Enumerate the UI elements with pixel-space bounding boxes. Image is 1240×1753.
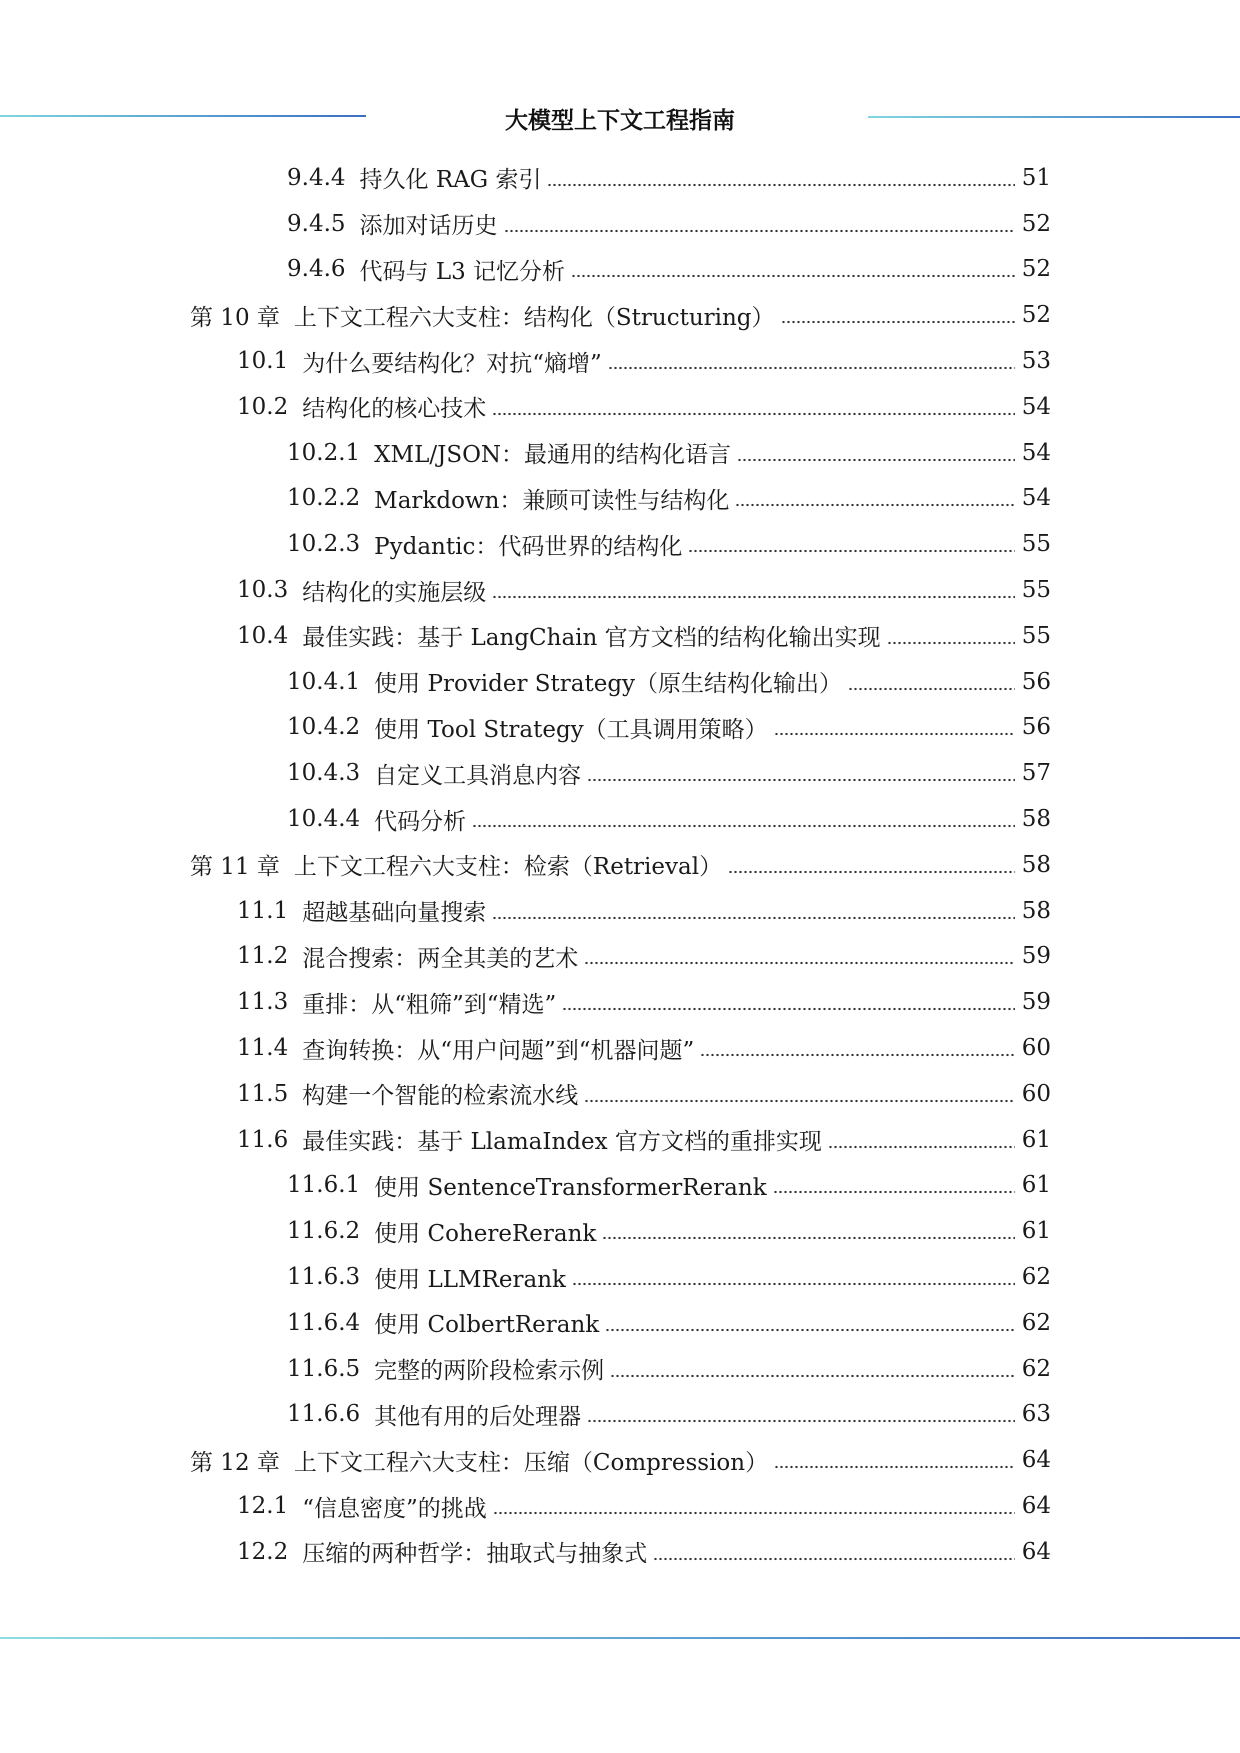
toc-entry-number: 11.5 xyxy=(237,1080,289,1107)
toc-entry-title: 超越基础向量搜索 xyxy=(302,900,487,927)
toc-entry-number: 10.3 xyxy=(237,577,289,604)
toc-entry-number: 11.3 xyxy=(237,989,289,1016)
toc-dot-leader xyxy=(587,1418,1015,1424)
toc-dot-leader xyxy=(735,502,1015,508)
toc-entry-number: 10.4.4 xyxy=(287,806,361,833)
toc-dot-leader xyxy=(773,1189,1015,1195)
toc-entry[interactable] xyxy=(0,1071,1240,1117)
toc-entry-page: 54 xyxy=(1021,485,1051,512)
toc-entry-page: 54 xyxy=(1021,393,1051,420)
toc-entry-title: 持久化 RAG 索引 xyxy=(359,167,542,194)
toc-dot-leader xyxy=(653,1556,1015,1562)
toc-entry[interactable] xyxy=(0,384,1240,430)
toc-entry-title: “信息密度”的挑战 xyxy=(302,1495,487,1522)
toc-entry-page: 55 xyxy=(1021,577,1051,604)
toc-entry-page: 62 xyxy=(1021,1264,1051,1291)
toc-entry[interactable] xyxy=(0,796,1240,842)
toc-entry[interactable] xyxy=(0,1208,1240,1254)
toc-dot-leader xyxy=(571,273,1015,279)
toc-entry-number: 第 12 章 xyxy=(190,1449,280,1476)
toc-entry[interactable] xyxy=(0,934,1240,980)
toc-entry[interactable] xyxy=(0,476,1240,522)
toc-entry-title: Markdown：兼顾可读性与结构化 xyxy=(374,487,730,514)
toc-entry[interactable] xyxy=(0,201,1240,247)
toc-entry-title: 最佳实践：基于 LlamaIndex 官方文档的重排实现 xyxy=(302,1129,822,1156)
toc-dot-leader xyxy=(610,1373,1015,1379)
toc-entry[interactable] xyxy=(0,750,1240,796)
toc-entry-page: 62 xyxy=(1021,1355,1051,1382)
toc-entry-number: 11.6 xyxy=(237,1126,289,1153)
toc-entry-page: 57 xyxy=(1021,760,1051,787)
toc-entry-page: 56 xyxy=(1021,668,1051,695)
toc-entry-title: Pydantic：代码世界的结构化 xyxy=(374,533,683,560)
toc-entry-page: 61 xyxy=(1021,1172,1051,1199)
toc-dot-leader xyxy=(584,960,1015,966)
toc-dot-leader xyxy=(472,823,1015,829)
toc-entry-page: 64 xyxy=(1021,1538,1051,1565)
toc-entry-title: 上下文工程六大支柱：压缩（Compression） xyxy=(293,1449,769,1476)
toc-dot-leader xyxy=(562,1006,1015,1012)
toc-entry[interactable] xyxy=(0,1117,1240,1163)
toc-entry-title: 使用 LLMRerank xyxy=(374,1266,566,1293)
toc-entry-title: 使用 SentenceTransformerRerank xyxy=(374,1174,767,1201)
footer-rule xyxy=(0,1637,1240,1639)
toc-entry[interactable] xyxy=(0,292,1240,338)
toc-dot-leader xyxy=(887,640,1015,646)
toc-entry[interactable] xyxy=(0,338,1240,384)
toc-entry-title: 最佳实践：基于 LangChain 官方文档的结构化输出实现 xyxy=(302,625,881,652)
toc-dot-leader xyxy=(492,411,1015,417)
toc-entry-page: 52 xyxy=(1021,210,1051,237)
toc-entry-page: 58 xyxy=(1021,806,1051,833)
toc-entry-number: 11.1 xyxy=(237,897,289,924)
toc-entry-page: 60 xyxy=(1021,1080,1051,1107)
toc-entry-number: 第 11 章 xyxy=(190,854,280,881)
toc-entry[interactable] xyxy=(0,1300,1240,1346)
toc-entry-number: 10.4.1 xyxy=(287,668,361,695)
toc-dot-leader xyxy=(547,182,1015,188)
toc-entry-number: 11.6.1 xyxy=(287,1172,361,1199)
toc-entry-number: 11.4 xyxy=(237,1035,289,1062)
toc-dot-leader xyxy=(774,731,1015,737)
toc-entry-page: 55 xyxy=(1021,622,1051,649)
toc-dot-leader xyxy=(584,1098,1015,1104)
toc-entry-title: 上下文工程六大支柱：检索（Retrieval） xyxy=(293,854,723,881)
toc-entry-number: 9.4.6 xyxy=(287,256,346,283)
toc-dot-leader xyxy=(504,228,1015,234)
toc-entry-title: 使用 Tool Strategy（工具调用策略） xyxy=(374,716,768,743)
toc-entry[interactable] xyxy=(0,842,1240,888)
toc-dot-leader xyxy=(608,365,1015,371)
toc-entry-title: XML/JSON：最通用的结构化语言 xyxy=(374,442,732,469)
toc-entry-title: 结构化的核心技术 xyxy=(302,396,487,423)
toc-entry-title: 压缩的两种哲学：抽取式与抽象式 xyxy=(302,1541,648,1568)
toc-entry-title: 使用 CohereRerank xyxy=(374,1220,597,1247)
toc-entry-page: 56 xyxy=(1021,714,1051,741)
toc-entry-title: 查询转换：从“用户问题”到“机器问题” xyxy=(302,1037,695,1064)
toc-entry-title: 混合搜索：两全其美的艺术 xyxy=(302,945,579,972)
toc-entry-number: 11.6.4 xyxy=(287,1309,361,1336)
toc-dot-leader xyxy=(848,686,1015,692)
toc-entry[interactable] xyxy=(0,430,1240,476)
toc-entry-page: 55 xyxy=(1021,531,1051,558)
toc-entry-title: 代码与 L3 记忆分析 xyxy=(359,258,566,285)
toc-dot-leader xyxy=(781,319,1015,325)
toc-entry[interactable] xyxy=(0,1529,1240,1575)
table-of-contents xyxy=(0,155,1240,1575)
toc-dot-leader xyxy=(587,777,1015,783)
toc-entry-title: 重排：从“粗筛”到“精选” xyxy=(302,991,557,1018)
toc-entry-title: 自定义工具消息内容 xyxy=(374,762,582,789)
toc-entry-number: 10.4.3 xyxy=(287,760,361,787)
toc-dot-leader xyxy=(605,1327,1015,1333)
toc-entry-number: 12.2 xyxy=(237,1538,289,1565)
toc-entry-number: 12.1 xyxy=(237,1493,289,1519)
toc-entry-number: 9.4.5 xyxy=(287,210,346,237)
toc-entry-page: 53 xyxy=(1021,348,1051,375)
toc-entry-page: 52 xyxy=(1021,256,1051,283)
toc-entry[interactable] xyxy=(0,1163,1240,1209)
toc-entry-page: 64 xyxy=(1021,1493,1051,1519)
toc-entry-number: 11.6.6 xyxy=(287,1401,361,1428)
toc-entry-title: 其他有用的后处理器 xyxy=(374,1403,582,1430)
toc-entry[interactable] xyxy=(0,979,1240,1025)
toc-entry-number: 11.6.5 xyxy=(287,1355,361,1382)
toc-dot-leader xyxy=(602,1235,1015,1241)
toc-entry[interactable] xyxy=(0,888,1240,934)
toc-entry[interactable] xyxy=(0,567,1240,613)
toc-entry[interactable] xyxy=(0,1254,1240,1300)
toc-entry-page: 61 xyxy=(1021,1218,1051,1245)
toc-dot-leader xyxy=(492,915,1015,921)
toc-entry-title: 完整的两阶段检索示例 xyxy=(374,1358,605,1385)
toc-entry-title: 结构化的实施层级 xyxy=(302,579,487,606)
toc-entry[interactable] xyxy=(0,1483,1240,1529)
toc-dot-leader xyxy=(828,1144,1015,1150)
toc-entry-title: 使用 Provider Strategy（原生结构化输出） xyxy=(374,671,843,698)
toc-entry-title: 构建一个智能的检索流水线 xyxy=(302,1083,579,1110)
toc-entry[interactable] xyxy=(0,1437,1240,1483)
toc-entry-page: 58 xyxy=(1021,851,1051,878)
toc-entry-page: 58 xyxy=(1021,897,1051,924)
toc-dot-leader xyxy=(728,869,1015,875)
toc-entry-title: 为什么要结构化？对抗“熵增” xyxy=(302,350,602,377)
toc-entry-number: 11.2 xyxy=(237,943,289,970)
toc-dot-leader xyxy=(572,1281,1015,1287)
toc-entry-title: 使用 ColbertRerank xyxy=(374,1312,600,1339)
toc-entry[interactable] xyxy=(0,1392,1240,1438)
toc-dot-leader xyxy=(492,594,1015,600)
toc-entry-page: 54 xyxy=(1021,439,1051,466)
toc-entry-page: 62 xyxy=(1021,1309,1051,1336)
toc-entry[interactable] xyxy=(0,1025,1240,1071)
toc-entry[interactable] xyxy=(0,247,1240,293)
toc-dot-leader xyxy=(774,1464,1015,1470)
toc-entry[interactable] xyxy=(0,1346,1240,1392)
toc-entry[interactable] xyxy=(0,705,1240,751)
toc-entry[interactable] xyxy=(0,613,1240,659)
toc-entry-number: 10.4.2 xyxy=(287,714,361,741)
toc-entry-title: 上下文工程六大支柱：结构化（Structuring） xyxy=(293,304,775,331)
page-header-title: 大模型上下文工程指南 xyxy=(505,108,735,134)
toc-entry-number: 11.6.2 xyxy=(287,1218,361,1245)
toc-entry-page: 59 xyxy=(1021,989,1051,1016)
toc-entry-page: 64 xyxy=(1021,1447,1051,1474)
toc-entry[interactable] xyxy=(0,155,1240,201)
toc-entry-number: 第 10 章 xyxy=(190,304,280,331)
toc-entry-page: 51 xyxy=(1021,164,1051,191)
toc-entry-page: 59 xyxy=(1021,943,1051,970)
toc-entry-number: 10.2.2 xyxy=(287,485,361,512)
toc-dot-leader xyxy=(493,1510,1015,1516)
toc-entry-number: 11.6.3 xyxy=(287,1264,361,1291)
toc-entry-number: 10.4 xyxy=(237,622,289,649)
toc-entry-title: 添加对话历史 xyxy=(359,213,498,240)
toc-entry-number: 10.1 xyxy=(237,348,289,375)
toc-entry-number: 9.4.4 xyxy=(287,164,346,191)
toc-entry-number: 10.2.3 xyxy=(287,531,361,558)
toc-entry[interactable] xyxy=(0,521,1240,567)
toc-entry-page: 52 xyxy=(1021,302,1051,329)
toc-dot-leader xyxy=(700,1052,1015,1058)
toc-entry[interactable] xyxy=(0,659,1240,705)
toc-entry-number: 10.2 xyxy=(237,393,289,420)
toc-entry-title: 代码分析 xyxy=(374,808,467,835)
toc-entry-page: 61 xyxy=(1021,1126,1051,1153)
toc-entry-number: 10.2.1 xyxy=(287,439,361,466)
toc-entry-page: 60 xyxy=(1021,1035,1051,1062)
toc-dot-leader xyxy=(688,548,1015,554)
toc-entry-page: 63 xyxy=(1021,1401,1051,1428)
toc-dot-leader xyxy=(737,457,1015,463)
